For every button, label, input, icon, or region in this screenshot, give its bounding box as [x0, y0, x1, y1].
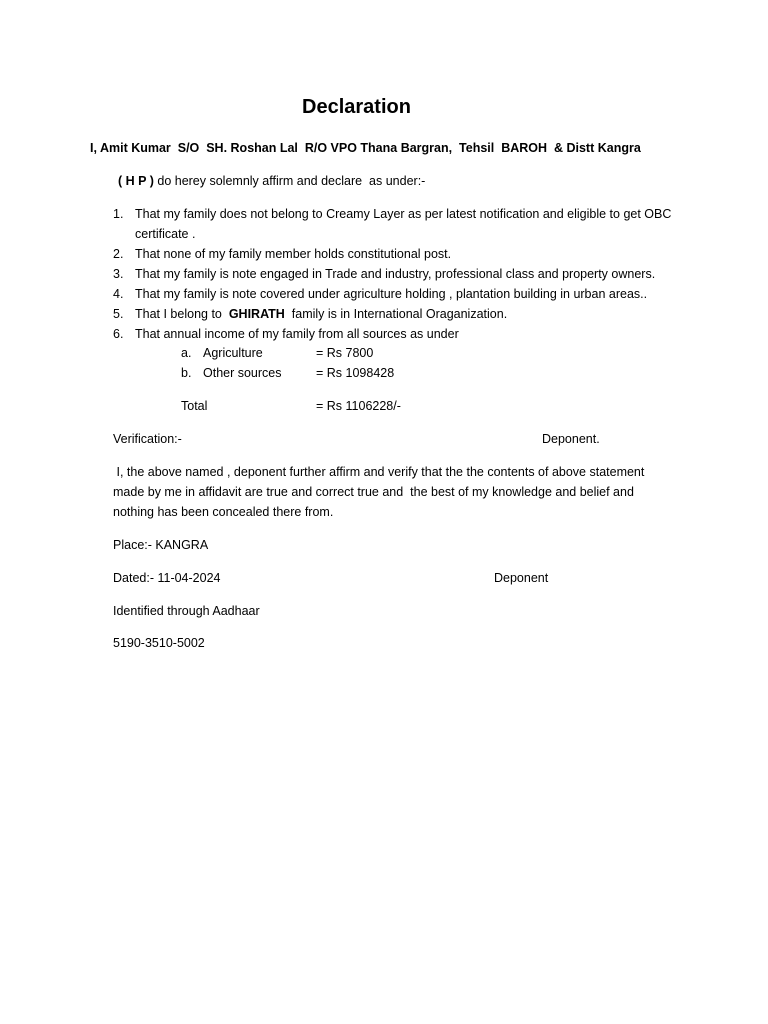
- page-title: Declaration: [302, 96, 411, 118]
- list-item: [113, 324, 673, 344]
- income-row-value: = Rs 1098428: [316, 366, 395, 380]
- community-name: GHIRATH: [228, 307, 285, 321]
- list-item-text: [135, 307, 507, 321]
- declaration-points-list: [113, 204, 673, 344]
- income-total-value: = Rs 1106228/-: [316, 399, 401, 413]
- list-item-number: 3.: [113, 267, 124, 281]
- list-item: [113, 264, 673, 284]
- identification-line: Identified through Aadhaar: [113, 604, 260, 618]
- list-item-text: That annual income of my family from all sources as under: [135, 327, 459, 341]
- list-item: [113, 204, 673, 244]
- income-row-label: Agriculture: [203, 346, 263, 360]
- list-item: [113, 244, 673, 264]
- list-item: [113, 284, 673, 304]
- list-item-number: 6.: [113, 327, 124, 341]
- dated-line: Dated:- 11-04-2024: [113, 571, 221, 585]
- list-item-number: 1.: [113, 207, 124, 221]
- verification-label: Verification:-: [113, 432, 182, 446]
- declaration-opening: [118, 171, 425, 191]
- list-item-text: That my family is note covered under agriculture holding , plantation building in urban areas..: [135, 287, 648, 301]
- income-row-label: Other sources: [203, 366, 282, 380]
- aadhaar-number: 5190-3510-5002: [113, 636, 205, 650]
- state-abbreviation: ( H P ): [118, 174, 154, 188]
- list-item: [113, 304, 673, 324]
- list-item-number: 5.: [113, 307, 124, 321]
- income-total-label: Total: [181, 399, 208, 413]
- declarant-intro: I, Amit Kumar S/O SH. Roshan Lal R/O VPO Thana Bargran, Tehsil BAROH & Distt Kangra: [90, 141, 641, 155]
- income-row-letter: a.: [181, 346, 192, 360]
- deponent-label: Deponent.: [542, 432, 600, 446]
- deponent-signature-label: Deponent: [494, 571, 549, 585]
- income-row-letter: b.: [181, 366, 192, 380]
- list-item-number: 2.: [113, 247, 124, 261]
- list-item-text: That none of my family member holds constitutional post.: [135, 247, 452, 261]
- list-item-text-end: family is in International Oraganization.: [284, 307, 508, 321]
- list-item-text-start: That I belong to: [135, 307, 229, 321]
- declaration-opening-text: do herey solemnly affirm and declare as under:-: [153, 174, 426, 188]
- place-line: Place:- KANGRA: [113, 538, 209, 552]
- list-item-text: That my family does not belong to Creamy Layer as per latest notification and eligible to get OBC certificate .: [135, 207, 672, 241]
- list-item-text: That my family is note engaged in Trade and industry, professional class and property owners.: [135, 267, 656, 281]
- list-item-number: 4.: [113, 287, 124, 301]
- income-row-value: = Rs 7800: [316, 346, 374, 360]
- verification-statement: I, the above named , deponent further affirm and verify that the the contents of above statement made by me in affidavit are true and correct true and the best of my knowledge and belief and nothing has been concealed there from.: [113, 465, 648, 519]
